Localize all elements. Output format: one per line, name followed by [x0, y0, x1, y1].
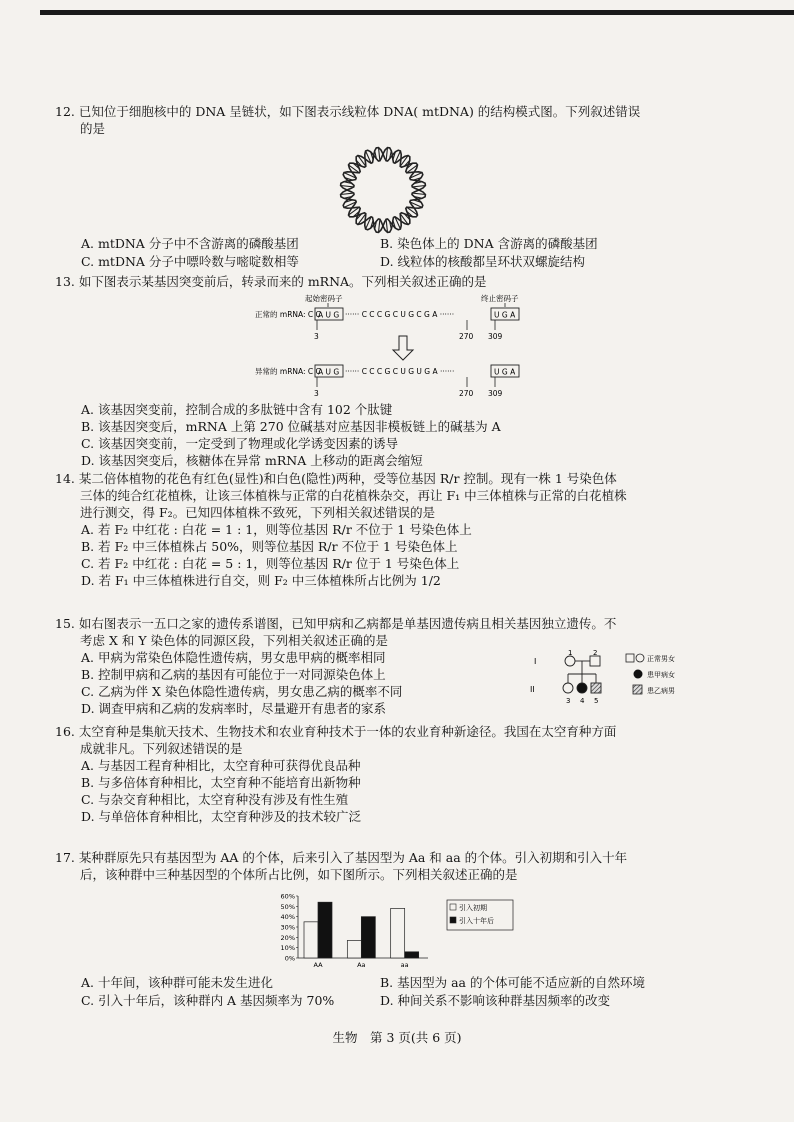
normal-mrna-middle: ······ C C C G C U G C G A ······ — [345, 310, 455, 319]
mutation-arrow-icon — [393, 336, 413, 360]
page-footer: 生物 第 3 页(共 6 页) — [332, 1030, 462, 1045]
y-tick-label: 10% — [280, 944, 295, 953]
q13-option-d[interactable]: D. 该基因突变后，核糖体在异常 mRNA 上移动的距离会缩短 — [81, 453, 423, 468]
abnormal-pos-end: 309 — [488, 389, 503, 398]
q17-option-b[interactable]: B. 基因型为 aa 的个体可能不适应新的自然环境 — [380, 975, 645, 990]
q14-option-b[interactable]: B. 若 F₂ 中三体植株占 50%，则等位基因 R/r 不位于 1 号染色体上 — [81, 539, 458, 554]
page-top-rule — [40, 10, 794, 15]
pedigree-num-2: 2 — [593, 649, 598, 657]
q13-option-a[interactable]: A. 该基因突变前，控制合成的多肽链中含有 102 个肽键 — [81, 402, 393, 417]
q12-stem-line1: 12. 已知位于细胞核中的 DNA 呈链状，如下图表示线粒体 DNA( mtDNA) 的结构模式图。下列叙述错误 — [55, 104, 641, 119]
question-13 — [55, 274, 755, 291]
legend-normal: 正常男女 — [647, 655, 675, 663]
q15-option-b[interactable]: B. 控制甲病和乙病的基因有可能位于一对同源染色体上 — [81, 667, 386, 682]
q12-stem-line2: 的是 — [80, 121, 106, 136]
legend-label: 引入初期 — [459, 904, 487, 912]
y-tick-label: 60% — [280, 892, 295, 901]
x-tick-label: aa — [400, 961, 409, 969]
q15-option-c[interactable]: C. 乙病为伴 X 染色体隐性遗传病，男女患乙病的概率不同 — [81, 684, 403, 699]
bar-Aa-ten-years — [361, 917, 375, 958]
q17-options — [55, 975, 755, 1009]
question-14 — [55, 471, 755, 590]
pedigree-individual-3 — [563, 683, 573, 693]
q12-option-c[interactable]: C. mtDNA 分子中嘌呤数与嘧啶数相等 — [81, 254, 299, 269]
q17-option-a[interactable]: A. 十年间，该种群可能未发生进化 — [81, 975, 273, 990]
q14-option-a[interactable]: A. 若 F₂ 中红花 : 白花 = 1 : 1，则等位基因 R/r 不位于 1 号染色体上 — [81, 522, 472, 537]
question-16 — [55, 724, 755, 826]
q13-stem: 13. 如下图表示某基因突变前后，转录而来的 mRNA。下列相关叙述正确的是 — [55, 274, 487, 289]
legend-disease-b: 患乙病男 — [647, 687, 675, 695]
normal-start-codon: A U G — [318, 310, 340, 320]
pedigree-num-1: 1 — [568, 649, 573, 657]
q13-options — [55, 402, 755, 470]
q15-stem-line1: 15. 如右图表示一五口之家的遗传系谱图，已知甲病和乙病都是单基因遗传病且相关基因独立遗传。不 — [55, 616, 617, 631]
bar-AA-ten-years — [318, 902, 332, 958]
x-tick-label: AA — [313, 961, 323, 969]
pedigree-individual-2 — [590, 656, 600, 666]
normal-pos-mid: 270 — [459, 332, 474, 341]
stop-codon-label: 终止密码子 — [481, 294, 519, 303]
q17-stem-line1: 17. 某种群原先只有基因型为 AA 的个体，后来引入了基因型为 Aa 和 aa 的个体。引入初期和引入十年 — [55, 850, 628, 865]
q12-options — [55, 236, 755, 270]
y-tick-label: 40% — [280, 913, 295, 922]
q14-option-c[interactable]: C. 若 F₂ 中红花 : 白花 = 5 : 1，则等位基因 R/r 位于 1 号染色体上 — [81, 556, 460, 571]
abnormal-pos-start: 3 — [314, 389, 319, 398]
q16-option-c[interactable]: C. 与杂交育种相比，太空育种没有涉及有性生殖 — [81, 792, 349, 807]
legend-swatch — [450, 917, 456, 923]
bar-aa-ten-years — [405, 952, 419, 958]
pedigree-individual-1 — [565, 656, 575, 666]
q16-option-a[interactable]: A. 与基因工程育种相比，太空育种可获得优良品种 — [81, 758, 361, 773]
mrna-mutation-diagram — [255, 292, 555, 400]
pedigree-individual-5 — [591, 683, 601, 693]
q16-option-d[interactable]: D. 与单倍体育种相比，太空育种涉及的技术较广泛 — [81, 809, 362, 824]
mtdna-ring-diagram — [333, 140, 433, 240]
q14-stem-line1: 14. 某二倍体植物的花色有红色(显性)和白色(隐性)两种，受等位基因 R/r 控制。现有一株 1 号染色体 — [55, 471, 617, 486]
question-12 — [55, 104, 755, 138]
q15-option-a[interactable]: A. 甲病为常染色体隐性遗传病，男女患甲病的概率相同 — [81, 650, 386, 665]
abnormal-mrna-middle: ······ C C C G C U G U G A ······ — [345, 367, 455, 376]
pedigree-diagram — [526, 646, 746, 706]
genotype-bar-chart — [270, 884, 520, 970]
abnormal-start-codon: A U G — [318, 367, 340, 377]
x-tick-label: Aa — [357, 961, 366, 969]
normal-pos-start: 3 — [314, 332, 319, 341]
normal-pos-end: 309 — [488, 332, 503, 341]
q16-stem-line1: 16. 太空育种是集航天技术、生物技术和农业育种技术于一体的农业育种新途径。我国在太空育种方面 — [55, 724, 617, 739]
normal-stop-codon: U G A — [494, 310, 516, 320]
q14-option-d[interactable]: D. 若 F₁ 中三体植株进行自交，则 F₂ 中三体植株所占比例为 1/2 — [81, 573, 441, 588]
y-tick-label: 0% — [284, 954, 295, 963]
q16-option-b[interactable]: B. 与多倍体育种相比，太空育种不能培育出新物种 — [81, 775, 361, 790]
q12-option-d[interactable]: D. 线粒体的核酸都呈环状双螺旋结构 — [380, 254, 586, 269]
abnormal-pos-mid: 270 — [459, 389, 474, 398]
q13-option-b[interactable]: B. 该基因突变后，mRNA 上第 270 位碱基对应基因非模板链上的碱基为 A — [81, 419, 501, 434]
pedigree-num-5: 5 — [594, 697, 599, 705]
pedigree-individual-4 — [577, 683, 587, 693]
question-17 — [55, 850, 755, 884]
abnormal-mrna-prefix: 异常的 mRNA: C C — [255, 367, 321, 376]
legend-label: 引入十年后 — [459, 917, 494, 925]
pedigree-gen-2: II — [530, 685, 535, 694]
normal-mrna-prefix: 正常的 mRNA: C C — [255, 310, 321, 319]
q13-option-c[interactable]: C. 该基因突变前，一定受到了物理或化学诱变因素的诱导 — [81, 436, 399, 451]
y-tick-label: 20% — [280, 933, 295, 942]
bar-AA-initial — [304, 922, 318, 958]
q17-option-d[interactable]: D. 种间关系不影响该种群基因频率的改变 — [380, 993, 611, 1008]
q15-stem-line2: 考虑 X 和 Y 染色体的同源区段，下列相关叙述正确的是 — [80, 633, 389, 648]
pedigree-num-4: 4 — [580, 697, 585, 705]
q15-option-d[interactable]: D. 调查甲病和乙病的发病率时，尽量避开有患者的家系 — [81, 701, 387, 716]
q14-stem-line3: 进行测交，得 F₂。已知四体植株不致死，下列相关叙述错误的是 — [80, 505, 436, 520]
pedigree-gen-1: I — [534, 657, 537, 666]
q16-stem-line2: 成就非凡。下列叙述错误的是 — [80, 741, 243, 756]
y-tick-label: 30% — [280, 923, 295, 932]
bar-Aa-initial — [347, 940, 361, 958]
bar-aa-initial — [391, 908, 405, 958]
legend-disease-a: 患甲病女 — [647, 671, 675, 679]
abnormal-stop-codon: U G A — [494, 367, 516, 377]
q17-stem-line2: 后，该种群中三种基因型的个体所占比例，如下图所示。下列相关叙述正确的是 — [80, 867, 518, 882]
y-tick-label: 50% — [280, 902, 295, 911]
q12-option-a[interactable]: A. mtDNA 分子中不含游离的磷酸基团 — [81, 236, 299, 251]
legend-swatch — [450, 904, 456, 910]
q17-option-c[interactable]: C. 引入十年后，该种群内 A 基因频率为 70% — [81, 993, 335, 1008]
pedigree-num-3: 3 — [566, 697, 571, 705]
q14-stem-line2: 三体的纯合红花植株，让该三体植株与正常的白花植株杂交，再让 F₁ 中三体植株与正常的白花植株 — [80, 488, 627, 503]
q12-option-b[interactable]: B. 染色体上的 DNA 含游离的磷酸基团 — [380, 236, 598, 251]
start-codon-label: 起始密码子 — [305, 294, 343, 303]
